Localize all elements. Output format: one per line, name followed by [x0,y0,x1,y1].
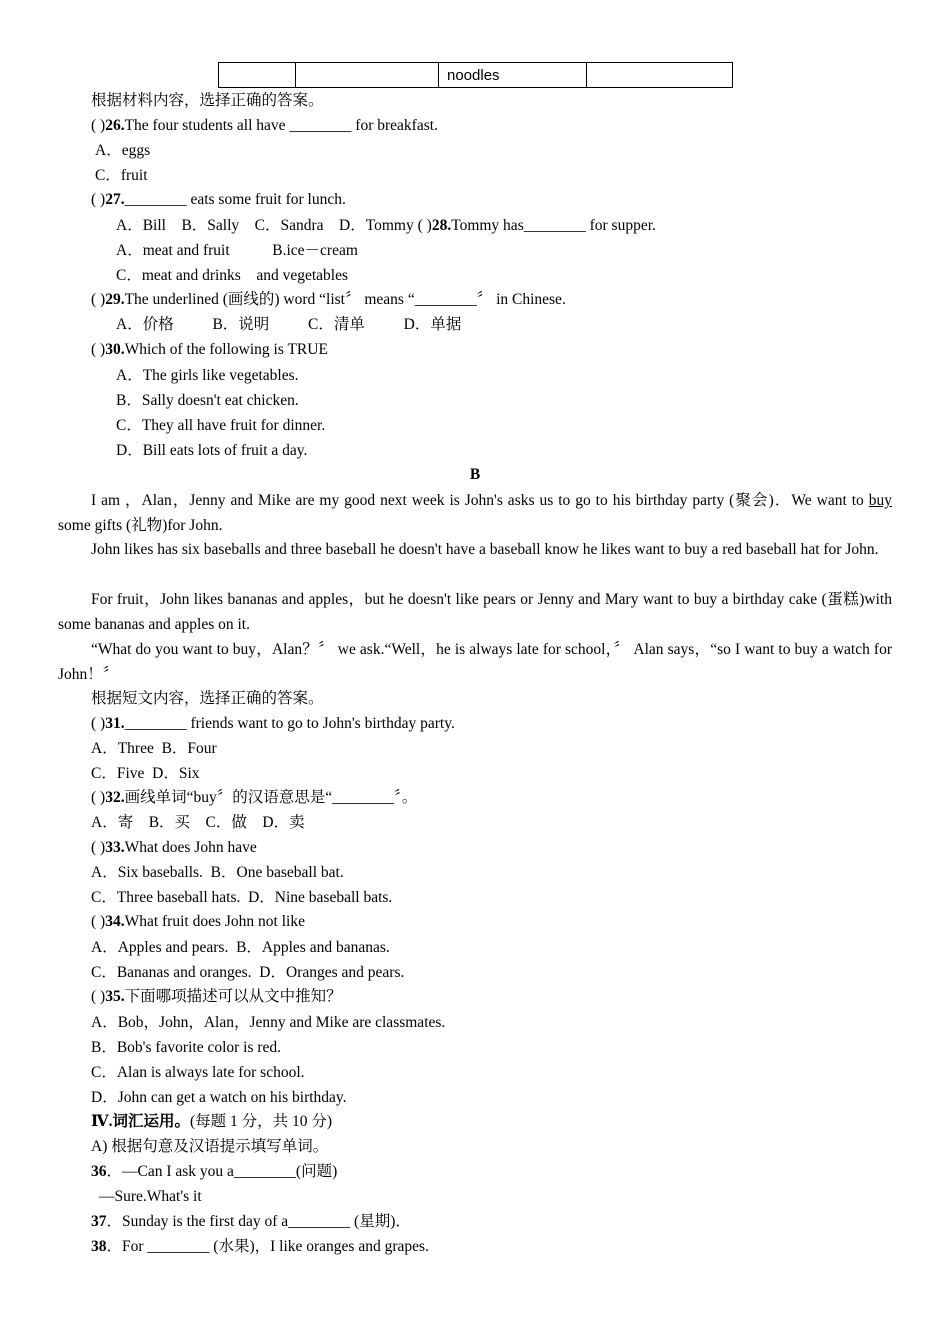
option: A．Apples and pears. B．Apples and bananas. [91,939,390,956]
question-number: 33. [105,839,125,856]
question-number: 29. [105,291,125,308]
question-text: ．For ________ (水果)，I like oranges and grapes. [106,1238,429,1255]
option: C．Five D．Six [91,765,200,782]
option: A．寄 B．买 C．做 D．卖 [91,814,305,831]
option: C．Bananas and oranges. D．Oranges and pears. [91,964,405,981]
option: A．The girls like vegetables. [116,367,299,384]
food-table [218,62,733,88]
question-37 [91,1212,411,1232]
question-number: 34. [105,913,125,930]
question-text: The four students all have ________ for breakfast. [124,117,438,134]
question-number: 30. [105,341,125,358]
question-29 [91,290,566,310]
question-text: What does John have [124,839,257,856]
question-30 [91,340,328,360]
question-number: 32. [105,789,125,806]
option: B．Sally doesn't eat chicken. [116,392,299,409]
question-text: Which of the following is TRUE [124,341,328,358]
passage-paragraph: John likes has six baseballs and three baseball he doesn't have a baseball know he likes want to buy a red baseball hat for John. [91,541,879,558]
option: A．Three B．Four [91,740,217,757]
option: A．Six baseballs. B．One baseball bat. [91,864,344,881]
question-27 [91,190,346,210]
answer-blank: ( ) [91,789,106,806]
answer-blank: ( ) [91,191,106,208]
question-28-options-1: A．meat and fruit B.ice－cream [116,242,358,259]
paragraph-text: I am ，Alan，Jenny and Mike are my good next week is John's asks us to go to his birthday party (聚会)．We want to [91,492,869,509]
question-29-options: A．价格 B．说明 C．清单 D．单据 [116,316,462,333]
section-iv-sub-a: A) 根据句意及汉语提示填写单词。 [91,1138,329,1155]
question-26 [91,116,438,136]
question-text: ．Sunday is the first day of a________ (星期)． [106,1213,411,1230]
question-text: ________ friends want to go to John's birthday party. [124,715,455,732]
question-number: 31. [105,715,125,732]
question-number: 38 [91,1238,107,1255]
question-38 [91,1237,429,1257]
passage-paragraph: For fruit，John likes bananas and apples，but he doesn't like pears or Jenny and Mary want to buy a birthday cake (蛋糕)with some bananas and apples on it. [58,591,892,633]
section-a-instruction: 根据材料内容，选择正确的答案。 [91,92,324,109]
passage-paragraph [58,488,892,538]
option: C．fruit [95,167,148,184]
question-28-options-2: C．meat and drinks and vegetables [116,267,349,284]
question-36-reply: —Sure.What's it [99,1188,202,1205]
option: C．Alan is always late for school. [91,1064,305,1081]
option: C．Three baseball hats. D．Nine baseball bats. [91,889,393,906]
answer-blank: ( ) [91,913,106,930]
question-35 [91,987,342,1007]
passage-paragraph: “What do you want to buy，Alan？〞 we ask.“Well，he is always late for school，〞 Alan says，“so I want to buy a watch for John！〞 [58,641,892,683]
question-number: 37 [91,1213,107,1230]
question-number: 26. [105,117,125,134]
option: A．Bob，John，Alan，Jenny and Mike are classmates. [91,1014,446,1031]
question-32 [91,788,417,808]
section-iv-heading [91,1112,332,1132]
table-row [219,63,733,88]
question-number: 28. [431,217,452,234]
question-text: The underlined (画线的) word “list〞 means “________〞 in Chinese. [124,291,566,308]
answer-blank: ( ) [91,341,106,358]
question-text: 下面哪项描述可以从文中推知？ [124,988,342,1005]
question-34 [91,912,305,932]
option: B．Bob's favorite color is red. [91,1039,282,1056]
section-b-heading: B [469,466,481,483]
answer-blank: ( ) [91,291,106,308]
options-text: A．Bill B．Sally C．Sandra D．Tommy ( ) [116,217,432,234]
answer-blank: ( ) [91,117,106,134]
question-33 [91,838,257,858]
question-31 [91,714,455,734]
option: D．John can get a watch on his birthday. [91,1089,347,1106]
table-cell [296,63,439,88]
table-cell [587,63,733,88]
question-text: 画线单词“buy〞的汉语意思是“________〞。 [124,789,418,806]
question-36 [91,1162,337,1182]
paragraph-text: some gifts (礼物)for John. [58,517,223,534]
section-title: Ⅳ.词汇运用。 [91,1113,190,1130]
question-text: ________ eats some fruit for lunch. [124,191,346,208]
option: A．eggs [95,142,151,159]
table-cell: noodles [439,63,587,88]
underlined-word: buy [868,492,892,509]
section-b-instruction: 根据短文内容，选择正确的答案。 [91,690,324,707]
option: D．Bill eats lots of fruit a day. [116,442,308,459]
question-number: 36 [91,1163,107,1180]
answer-blank: ( ) [91,839,106,856]
question-text: What fruit does John not like [124,913,305,930]
answer-blank: ( ) [91,988,106,1005]
question-text: Tommy has________ for supper. [451,217,656,234]
question-number: 27. [105,191,125,208]
question-number: 35. [105,988,125,1005]
option: C．They all have fruit for dinner. [116,417,326,434]
question-27-options [116,216,656,236]
section-score: (每题 1 分，共 10 分) [189,1113,333,1130]
table-cell [219,63,296,88]
question-text: ．—Can I ask you a________(问题) [106,1163,338,1180]
answer-blank: ( ) [91,715,106,732]
